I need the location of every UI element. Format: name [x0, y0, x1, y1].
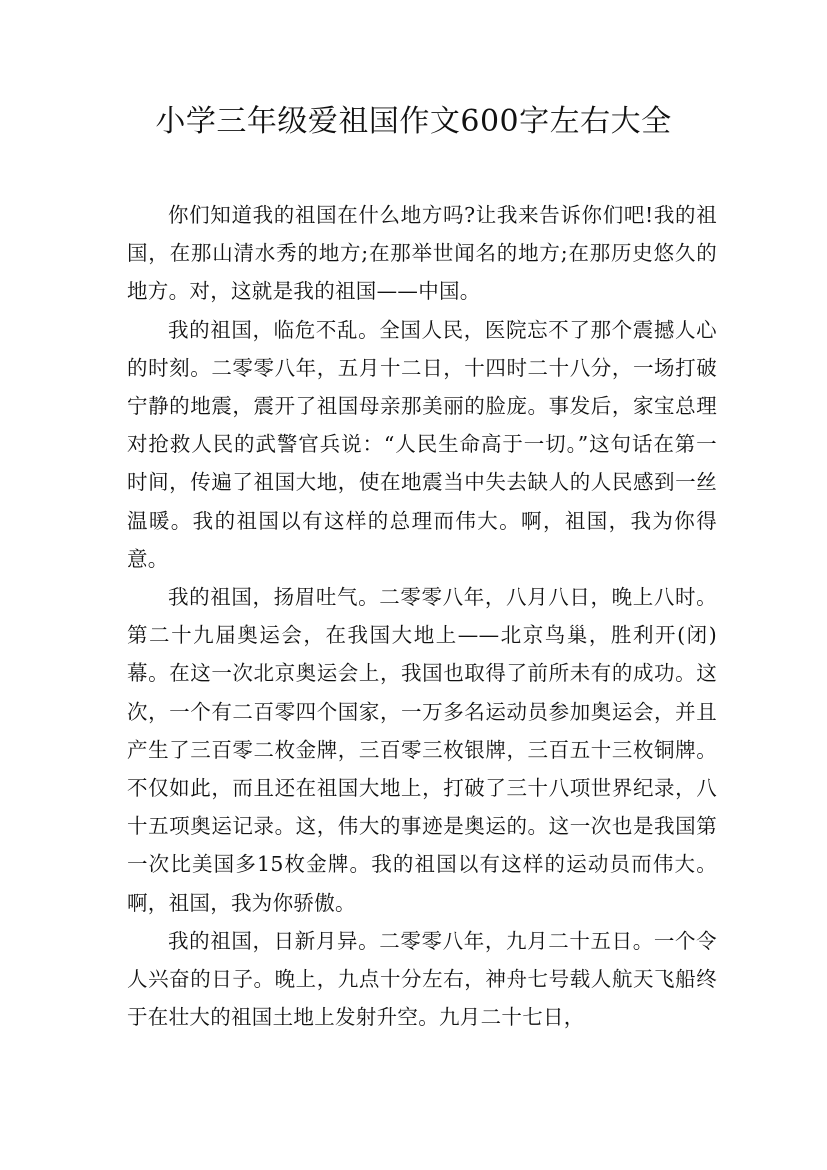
document-title: 小学三年级爱祖国作文600字左右大全	[155, 104, 672, 139]
paragraph-3: 我的祖国，扬眉吐气。二零零八年，八月八日，晚上八时。第二十九届奥运会，在我国大地上——北京鸟巢，胜利开(闭)幕。在这一次北京奥运会上，我国也取得了前所未有的成功。这次，一个有二百零四个国家，一万多名运动员参加奥运会，并且产生了三百零二枚金牌，三百零三枚银牌，三百五十三枚铜牌。不仅如此，而且还在祖国大地上，打破了三十八项世界纪录，八十五项奥运记录。这，伟大的事迹是奥运的。这一次也是我国第一次比美国多15枚金牌。我的祖国以有这样的运动员而伟大。啊，祖国，我为你骄傲。	[127, 585, 717, 915]
document-body	[127, 196, 717, 1036]
paragraph-2: 我的祖国，临危不乱。全国人民，医院忘不了那个震撼人心的时刻。二零零八年，五月十二日，十四时二十八分，一场打破宁静的地震，震开了祖国母亲那美丽的脸庞。事发后，家宝总理对抢救人民的武警官兵说：“人民生命高于一切。”这句话在第一时间，传遍了祖国大地，使在地震当中失去缺人的人民感到一丝温暖。我的祖国以有这样的总理而伟大。啊，祖国，我为你得意。	[127, 317, 717, 571]
paragraph-1: 你们知道我的祖国在什么地方吗?让我来告诉你们吧!我的祖国，在那山清水秀的地方;在那举世闻名的地方;在那历史悠久的地方。对，这就是我的祖国——中国。	[127, 203, 717, 304]
paragraph-4: 我的祖国，日新月异。二零零八年，九月二十五日。一个令人兴奋的日子。晚上，九点十分左右，神舟七号载人航天飞船终于在壮大的祖国土地上发射升空。九月二十七日，	[127, 928, 717, 1030]
